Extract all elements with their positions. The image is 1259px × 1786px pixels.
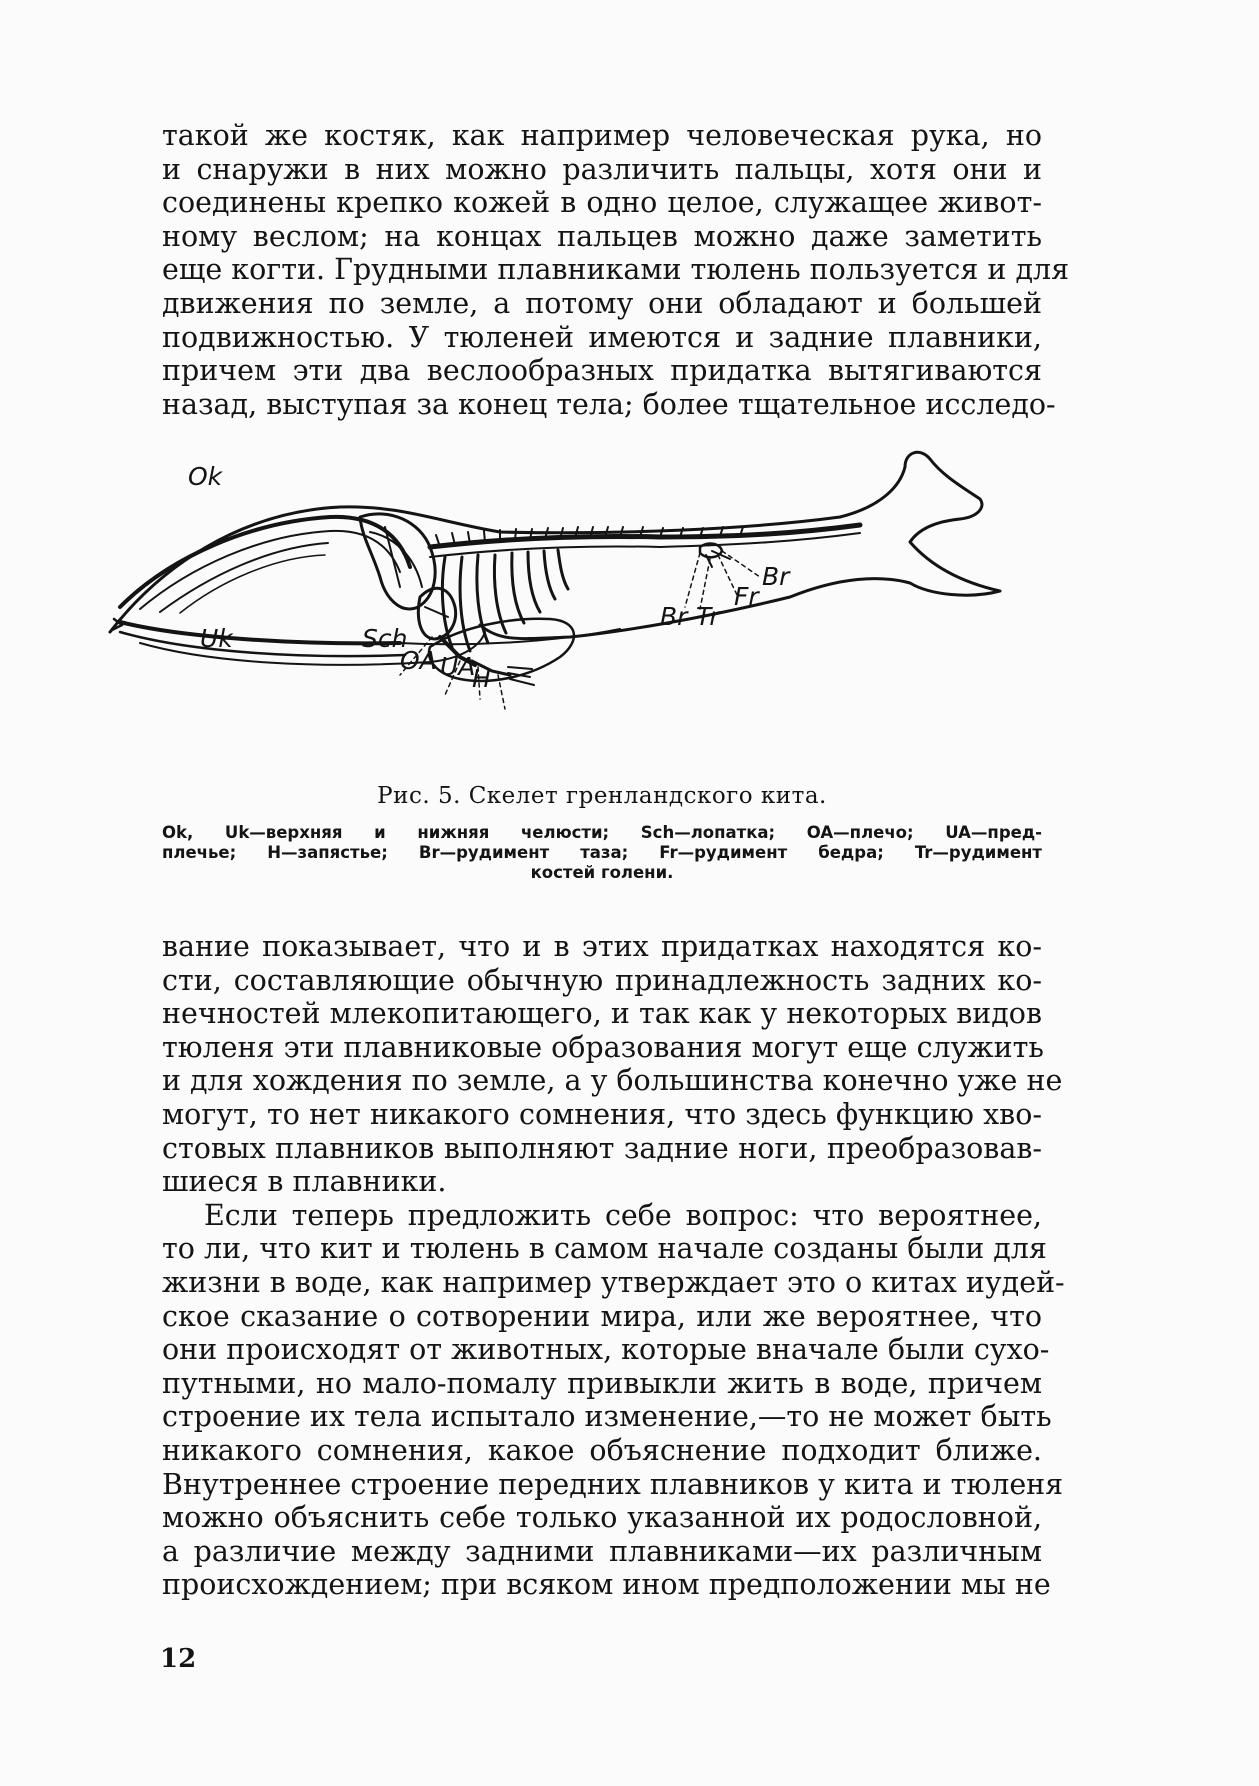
text-line: ское сказание о сотворении мира, или же вероятнее, что <box>162 1299 1042 1333</box>
text-line: причем эти два веслообразных придатка вытягиваются <box>162 354 1042 388</box>
text-line: могут, то нет никакого сомнения, что здесь функцию хво- <box>162 1097 1042 1131</box>
text-line: сти, составляющие обычную принадлежность задних ко- <box>162 963 1042 997</box>
label-fr: Fr <box>734 582 759 611</box>
text-line: а различие между задними плавниками—их различным <box>162 1534 1042 1568</box>
text-line: Внутреннее строение передних плавников у кита и тюленя <box>162 1467 1064 1501</box>
text-line: то ли, что кит и тюлень в самом начале созданы были для <box>162 1232 1047 1266</box>
label-uk: Uk <box>200 624 233 653</box>
text-line: никакого сомнения, какое объяснение подходит ближе. <box>162 1433 1042 1467</box>
label-ua: UA <box>440 652 476 681</box>
label-oa: OA <box>400 646 437 675</box>
text-line: такой же костяк, как например человеческая рука, но <box>162 119 1042 152</box>
text-line: подвижностью. У тюленей имеются и задние плавники, <box>162 320 1042 354</box>
text-line: и для хождения по земле, а у большинства конечно уже не <box>162 1064 1063 1098</box>
text-paragraph-top <box>162 119 1070 421</box>
text-line: шиеся в плавники. <box>162 1165 447 1199</box>
text-line: стовых плавников выполняют задние ноги, преобразовав- <box>162 1131 1042 1165</box>
text-line: и снаружи в них можно различить пальцы, хотя они и <box>162 152 1042 186</box>
whale-skeleton-figure <box>100 447 1100 797</box>
text-line: нечностей млекопитающего, и так как у некоторых видов <box>162 997 1042 1031</box>
label-ok: Ok <box>188 462 223 491</box>
text-line: происхождением; при всяком ином предположении мы не <box>162 1568 1051 1602</box>
caption-line: костей голени. <box>530 863 674 882</box>
text-line: соединены крепко кожей в одно целое, служащее живот- <box>162 186 1042 220</box>
figure-caption-title: Рис. 5. Скелет гренландского кита. <box>377 783 827 809</box>
label-sch: Sch <box>362 624 408 653</box>
text-line: строение их тела испытало изменение,—то не может быть <box>162 1400 1052 1434</box>
caption-line: Ok, Uk—верхняя и нижняя челюсти; Sch—лопатка; OA—плечо; UA—пред- <box>162 823 1042 842</box>
label-br-1: Br <box>660 602 688 631</box>
caption-line: плечье; H—запястье; Br—рудимент таза; Fr—рудимент бедра; Tr—рудимент <box>162 843 1042 862</box>
text-line: они происходят от животных, которые вначале были сухо- <box>162 1333 1050 1367</box>
text-line: вание показывает, что и в этих придатках находятся ко- <box>162 930 1042 963</box>
text-line: тюленя эти плавниковые образования могут еще служить <box>162 1030 1044 1064</box>
text-line: назад, выступая за конец тела; более тщательное исследо- <box>162 387 1056 421</box>
label-tr: Tr <box>696 602 720 631</box>
label-h: H <box>472 664 491 693</box>
text-line: еще когти. Грудными плавниками тюлень пользуется и для <box>162 253 1070 287</box>
text-line: движения по земле, а потому они обладают и большей <box>162 286 1042 320</box>
text-line: можно объяснить себе только указанной их родословной, <box>162 1501 1042 1535</box>
text-paragraph-bottom <box>162 930 1065 1602</box>
whale-skeleton-illustration <box>100 447 1100 797</box>
label-br-2: Br <box>762 562 790 591</box>
text-line: путными, но мало-помалу привыкли жить в воде, причем <box>162 1366 1042 1400</box>
text-line: ному веслом; на концах пальцев можно даже заметить <box>162 219 1042 253</box>
page-number: 12 <box>160 1644 197 1674</box>
text-line: жизни в воде, как например утверждает это о китах иудей- <box>162 1265 1065 1299</box>
figure-caption-legend <box>162 823 1042 883</box>
text-line: Если теперь предложить себе вопрос: что вероятнее, <box>204 1198 1042 1232</box>
